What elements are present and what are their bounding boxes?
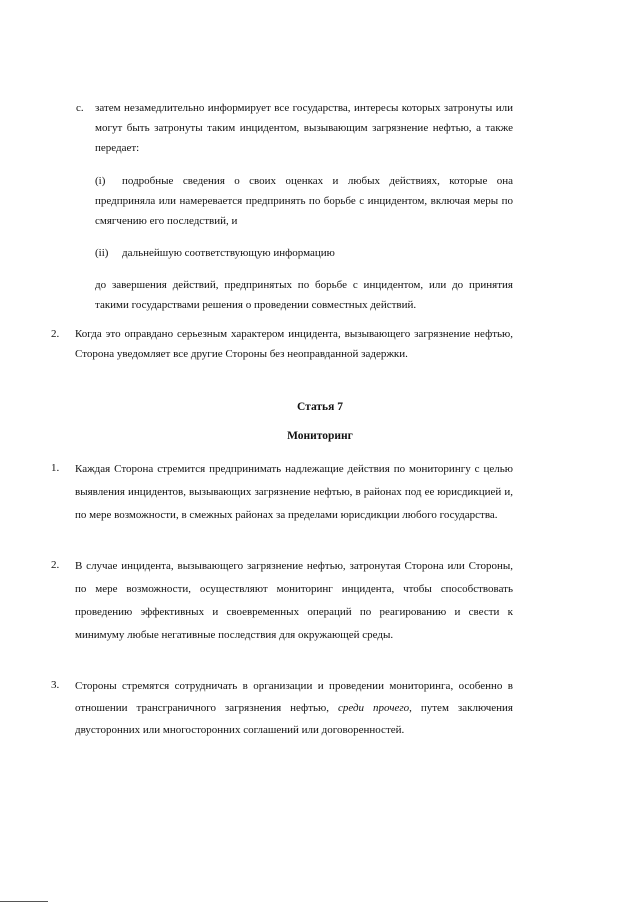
sub-item-i-text: подробные сведения о своих оценках и любых действиях, которые она предприняла или намеревается предпринять по борьбе с инцидентом, включая меры по смягчению его последствий, и bbox=[95, 175, 513, 227]
sub-item-ii-text: дальнейшую соответствующую информацию bbox=[122, 247, 335, 259]
monitoring-para-3-text bbox=[75, 675, 513, 741]
para-2-number: 2. bbox=[51, 328, 60, 340]
monitoring-para-2-number: 2. bbox=[51, 559, 60, 571]
scan-edge-mark bbox=[0, 901, 48, 902]
item-c-marker: c. bbox=[76, 102, 84, 114]
item-c-text: затем незамедлительно информирует все государства, интересы которых затронуты или могут быть затронуты таким инцидентом, вызывающим загрязнение нефтью, а также передает: bbox=[95, 102, 513, 154]
continuation-text: до завершения действий, предпринятых по борьбе с инцидентом, или до принятия такими государствами решения о проведении совместных действий. bbox=[95, 279, 513, 311]
sub-item-i bbox=[95, 171, 513, 231]
monitoring-para-1-number: 1. bbox=[51, 462, 60, 474]
monitoring-para-3-text-start: Стороны стремятся сотрудничать в организации и проведении мониторинга, особенно в отношении трансграничного загрязнения нефтью, bbox=[75, 680, 513, 714]
monitoring-para-1-text: Каждая Сторона стремится предпринимать надлежащие действия по мониторингу с целью выявления инцидентов, вызывающих загрязнение нефтью, в районах под ее юрисдикцией и, по мере возможности, в смежных районах за пределами юрисдикции любого государства. bbox=[75, 463, 513, 521]
article-title: Мониторинг bbox=[287, 430, 353, 442]
para-2-text: Когда это оправдано серьезным характером инцидента, вызывающего загрязнение нефтью, Сторона уведомляет все другие Стороны без неоправданной задержки. bbox=[75, 328, 513, 360]
monitoring-para-2-text: В случае инцидента, вызывающего загрязнение нефтью, затронутая Сторона или Стороны, по мере возможности, осуществляют мониторинг инцидента, чтобы способствовать проведению эффективных и своевременных операций по реагированию и свести к минимуму любые негативные последствия для окружающей среды. bbox=[75, 560, 513, 641]
monitoring-para-3-text-end: , путем заключения двусторонних или многосторонних соглашений или договоренностей. bbox=[75, 702, 513, 736]
article-number: Статья 7 bbox=[297, 401, 343, 413]
monitoring-para-3-italic-phrase: среди прочего bbox=[337, 702, 410, 714]
sub-item-ii bbox=[95, 243, 513, 263]
monitoring-para-3-number: 3. bbox=[51, 679, 60, 691]
sub-item-ii-marker: (ii) bbox=[95, 247, 109, 259]
sub-item-i-marker: (i) bbox=[95, 175, 106, 187]
